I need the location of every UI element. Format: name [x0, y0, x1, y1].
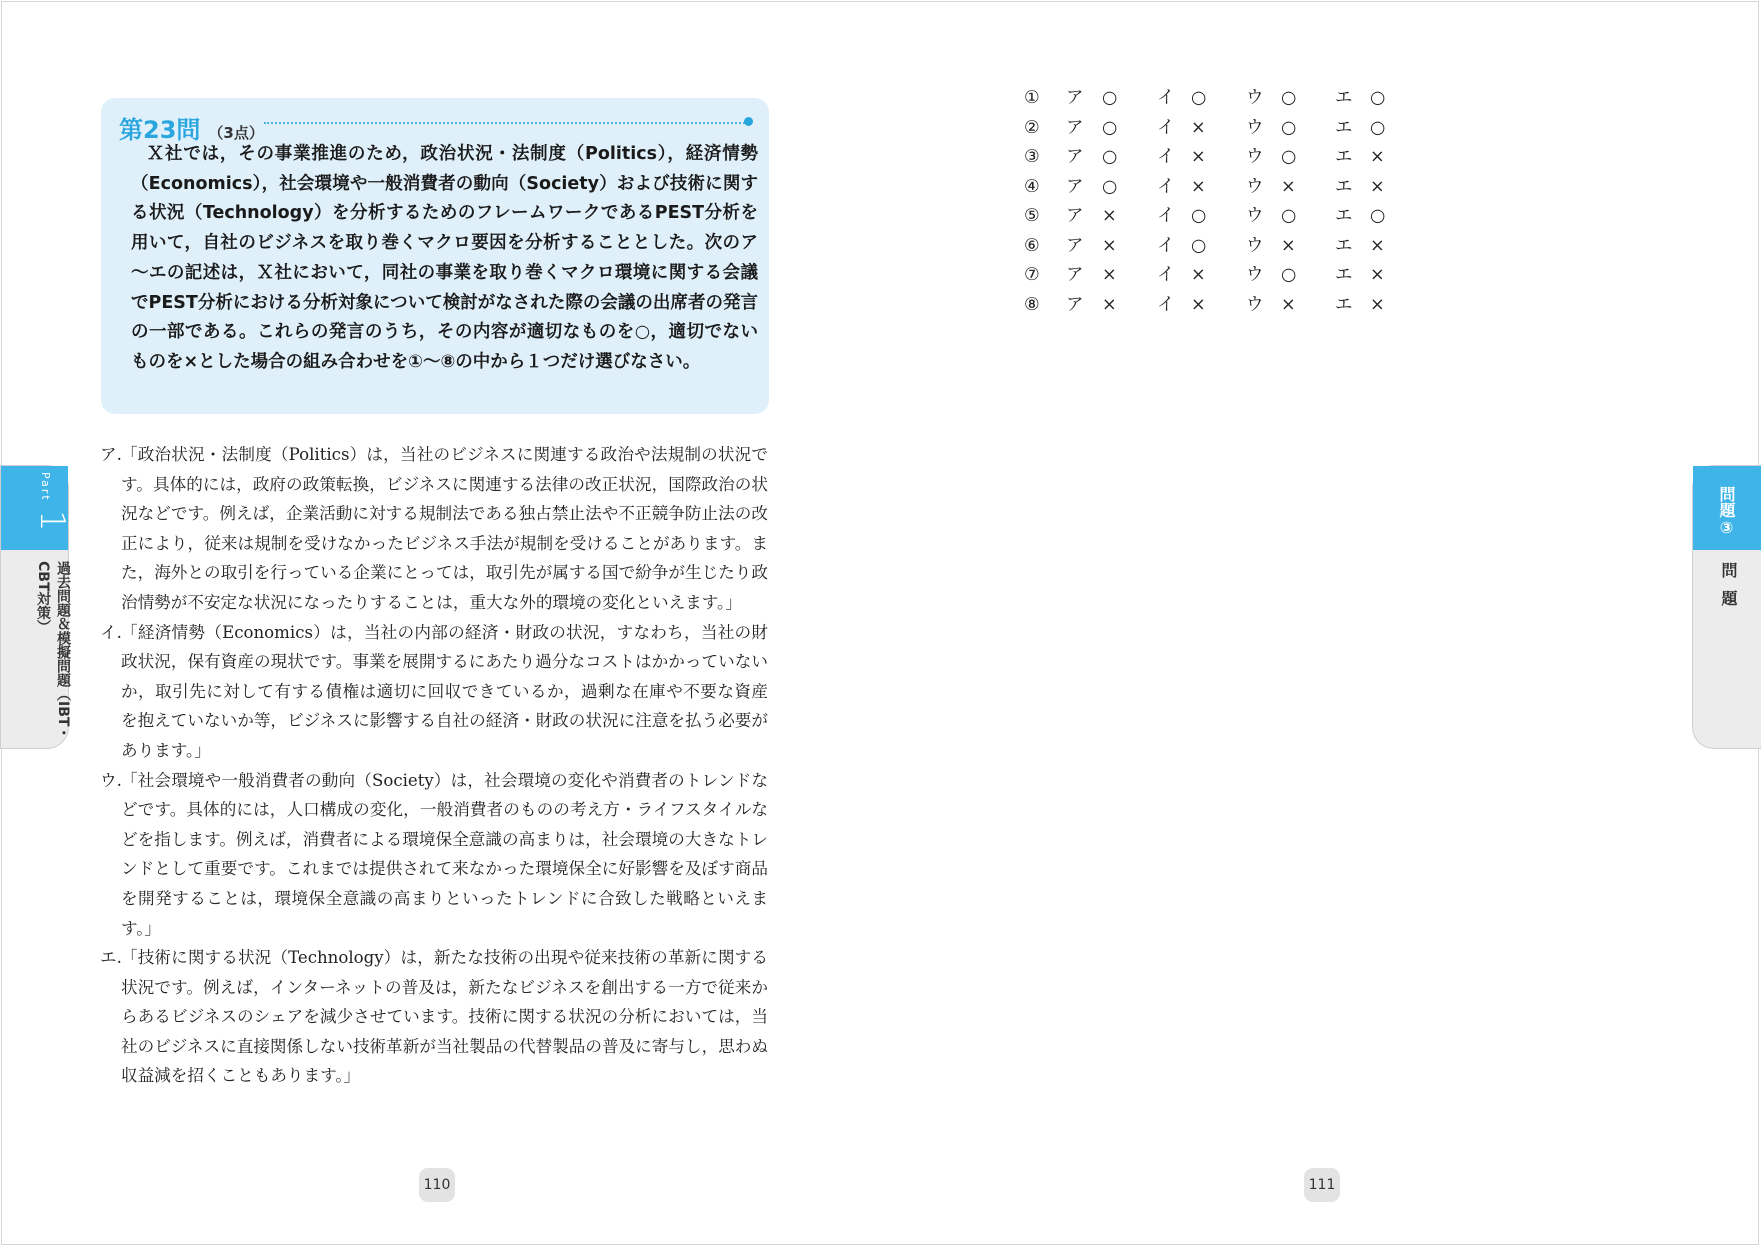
option-key: イ: [1157, 265, 1175, 285]
statement-text: 「社会環境や一般消費者の動向（Society）は，社会環境の変化や消費者のトレンドなどです。具体的には，人口構成の変化，一般消費者のものの考え方・ライフスタイルなどを指します。例えば，消費者による環境保全意識の高まりは，社会環境の大きなトレンドとして重要です。これまでは提供されて来なかった環境保全に好影響を及ぼす商品を開発することは，環境保全意識の高まりといったトレンドに合致した戦略といえます。」: [121, 770, 768, 938]
option-key: ア: [1066, 265, 1084, 285]
option-mark: ×: [1191, 294, 1206, 315]
option-key: ア: [1066, 117, 1084, 138]
statement-text: 「経済情勢（Economics）は，当社の内部の経済・財政の状況，すなわち，当社の財政状況，保有資産の現状です。事業を展開するにあたり過分なコストはかかっていないか，取引先に対して有する債権は適切に回収できているか，過剰な在庫や不要な資産を抱えていないか等，ビジネスに影響する自社の経済・財政の状況に注意を払う必要があります。」: [121, 622, 768, 760]
option-mark: ○: [1281, 147, 1297, 167]
chapter-badge: [1693, 466, 1761, 550]
option-mark: ○: [1281, 117, 1297, 138]
option-key: ア: [1066, 294, 1084, 315]
option-key: イ: [1157, 235, 1175, 256]
option-key: エ: [1335, 235, 1353, 256]
option-number: ②: [1024, 117, 1040, 138]
option-number: ③: [1024, 147, 1040, 167]
option-key: ア: [1066, 176, 1084, 197]
option-key: イ: [1157, 88, 1175, 108]
option-mark: ○: [1191, 88, 1207, 108]
part-number: 1: [32, 510, 72, 532]
part-badge: [1, 466, 72, 550]
option-key: ウ: [1246, 265, 1264, 285]
option-key: イ: [1157, 294, 1175, 315]
option-mark: ○: [1281, 265, 1297, 285]
option-key: ア: [1066, 147, 1084, 167]
question-points: （3点）: [208, 124, 264, 142]
option-mark: ○: [1102, 88, 1118, 108]
statement-a: [100, 440, 768, 618]
option-key: エ: [1335, 265, 1353, 285]
section-title: 過去問題＆模擬問題（IBT・CBT対策）: [35, 561, 71, 741]
part-word: Part: [39, 472, 52, 502]
statement-label: ウ.: [100, 770, 122, 790]
option-key: イ: [1157, 206, 1175, 226]
option-number: ①: [1024, 88, 1040, 108]
statement-u: [100, 766, 768, 944]
option-key: ウ: [1246, 206, 1264, 226]
question-box: [101, 98, 769, 414]
option-mark: ○: [1102, 176, 1118, 197]
option-mark: ×: [1281, 235, 1296, 256]
option-mark: ×: [1102, 265, 1117, 285]
statement-label: イ.: [100, 622, 122, 642]
question-text: Ｘ社では，その事業推進のため，政治状況・法制度（Politics），経済情勢（Economics），社会環境や一般消費者の動向（Society）および技術に関する状況（Technology）を分析するためのフレームワークであるPEST分析を用いて，自社のビジネスを取り巻くマクロ要因を分析することとした。次のア～エの記述は，Ｘ社において，同社の事業を取り巻くマクロ環境に関する会議でPEST分析における分析対象について検討がなされた際の会議の出席者の発言の一部である。これらの発言のうち，その内容が適切なものを○，適切でないものを×とした場合の組み合わせを①～⑧の中から１つだけ選びなさい。: [131, 144, 758, 372]
chapter-title: 問題③: [1717, 486, 1736, 537]
option-key: ウ: [1246, 88, 1264, 108]
header-dot-icon: [744, 117, 753, 126]
option-key: エ: [1335, 206, 1353, 226]
option-mark: ○: [1191, 235, 1207, 256]
option-mark: ×: [1370, 147, 1385, 167]
option-key: イ: [1157, 147, 1175, 167]
page-number-right: 111: [1304, 1168, 1340, 1202]
option-mark: ×: [1191, 117, 1206, 138]
option-key: ウ: [1246, 176, 1264, 197]
option-mark: ×: [1191, 147, 1206, 167]
option-number: ④: [1024, 176, 1040, 197]
option-mark: ×: [1370, 235, 1385, 256]
option-mark: ○: [1281, 206, 1297, 226]
option-key: ウ: [1246, 294, 1264, 315]
option-mark: ○: [1281, 88, 1297, 108]
option-mark: ○: [1370, 206, 1386, 226]
option-number: ⑧: [1024, 294, 1040, 315]
option-key: ア: [1066, 88, 1084, 108]
option-key: ウ: [1246, 117, 1264, 138]
option-mark: ×: [1102, 206, 1117, 226]
chapter-label: 問題: [1719, 562, 1738, 618]
option-mark: ×: [1281, 294, 1296, 315]
option-key: ウ: [1246, 235, 1264, 256]
header-dotted-rule: [264, 122, 748, 124]
statement-list: [100, 440, 768, 1091]
option-mark: ×: [1370, 265, 1385, 285]
option-key: エ: [1335, 147, 1353, 167]
question-number: 第23問: [119, 116, 201, 144]
option-key: エ: [1335, 88, 1353, 108]
option-key: ウ: [1246, 147, 1264, 167]
left-side-tab: [0, 465, 72, 749]
option-mark: ○: [1370, 117, 1386, 138]
option-key: イ: [1157, 117, 1175, 138]
option-mark: ○: [1191, 206, 1207, 226]
statement-text: 「技術に関する状況（Technology）は，新たな技術の出現や従来技術の革新に関する状況です。例えば，インターネットの普及は，新たなビジネスを創出する一方で従来からあるビジネスのシェアを減少させています。技術に関する状況の分析においては，当社のビジネスに直接関係しない技術革新が当社製品の代替製品の普及に寄与し，思わぬ収益減を招くこともあります。」: [121, 948, 768, 1086]
option-key: ア: [1066, 235, 1084, 256]
option-mark: ×: [1191, 265, 1206, 285]
option-number: ⑥: [1024, 235, 1040, 256]
statement-text: 「政治状況・法制度（Politics）は，当社のビジネスに関連する政治や法規制の状況です。具体的には，政府の政策転換，ビジネスに関連する法律の改正状況，国際政治の状況などです。例えば，企業活動に対する規制法である独占禁止法や不正競争防止法の改正により，従来は規制を受けなかったビジネス手法が規制を受けることがあります。また，海外との取引を行っている企業にとっては，取引先が属する国で紛争が生じたり政治情勢が不安定な状況になったりすることは，重大な外的環境の変化といえます。」: [121, 445, 768, 612]
option-mark: ○: [1370, 88, 1386, 108]
option-mark: ×: [1370, 176, 1385, 197]
statement-e: [100, 943, 768, 1091]
option-number: ⑤: [1024, 206, 1040, 226]
option-mark: ×: [1191, 176, 1206, 197]
option-mark: ×: [1370, 294, 1385, 315]
page-number-left: 110: [419, 1168, 455, 1202]
option-key: イ: [1157, 176, 1175, 197]
option-mark: ×: [1281, 176, 1296, 197]
statement-label: ア.: [100, 445, 122, 464]
option-key: ア: [1066, 206, 1084, 226]
option-number: ⑦: [1024, 265, 1040, 285]
option-mark: ×: [1102, 294, 1117, 315]
option-key: エ: [1335, 176, 1353, 197]
option-mark: ×: [1102, 235, 1117, 256]
right-side-tab: [1692, 465, 1761, 749]
option-key: エ: [1335, 294, 1353, 315]
option-key: エ: [1335, 117, 1353, 138]
statement-label: エ.: [100, 948, 122, 968]
option-mark: ○: [1102, 117, 1118, 138]
option-mark: ○: [1102, 147, 1118, 167]
statement-i: [100, 618, 768, 766]
